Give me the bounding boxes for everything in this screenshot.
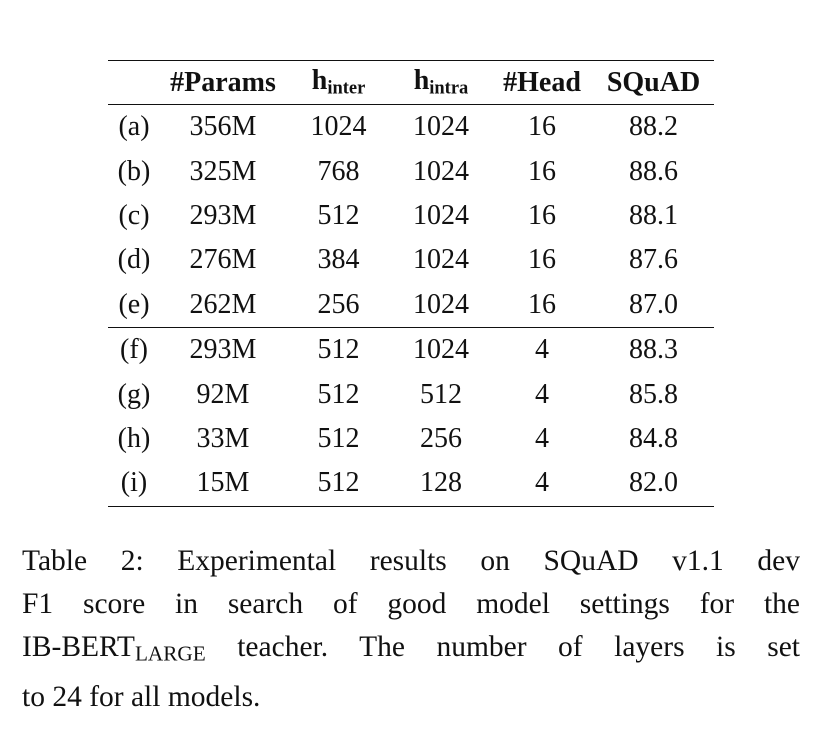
header-h-intra-base: h: [413, 65, 430, 97]
cell-inter: 768: [317, 155, 360, 187]
caption-line-3: [22, 626, 800, 676]
caption-line-3-rest: teacher. The number of layers is set: [205, 631, 800, 663]
cell-id: (c): [118, 199, 150, 231]
header-id: [108, 61, 160, 105]
cell-squad: 84.8: [629, 422, 678, 454]
cell-intra: 1024: [413, 155, 469, 187]
cell-inter: 512: [317, 378, 360, 410]
cell-intra: 512: [420, 378, 462, 410]
cell-params: 33M: [196, 422, 250, 454]
cell-id: (i): [108, 461, 160, 506]
cell-head: 16: [528, 111, 556, 143]
table-header: [108, 61, 714, 105]
cell-intra: 1024: [413, 199, 469, 231]
cell-squad: 88.1: [629, 199, 678, 231]
cell-id: (e): [118, 288, 150, 320]
cell-params: 92M: [196, 378, 250, 410]
cell-inter: 512: [317, 422, 360, 454]
cell-head: 16: [528, 244, 556, 276]
header-params: #Params: [160, 61, 286, 105]
header-row: [108, 61, 714, 105]
caption-line-1: Table 2: Experimental results on SQuAD v1.1 dev: [22, 545, 800, 577]
cell-squad: 87.0: [629, 288, 678, 320]
results-table-container: [108, 60, 714, 507]
cell-head: 4: [491, 461, 593, 506]
cell-inter: 512: [286, 461, 391, 506]
cell-squad: 88.6: [629, 155, 678, 187]
header-head: #Head: [491, 61, 593, 105]
cell-head: 16: [528, 155, 556, 187]
header-h-intra-sub: intra: [429, 78, 469, 99]
cell-squad: 88.2: [629, 111, 678, 143]
table-row: [108, 327, 714, 372]
header-h-intra: [391, 61, 491, 105]
table-row: [108, 238, 714, 282]
cell-intra: 128: [391, 461, 491, 506]
table-body: [108, 105, 714, 507]
cell-id: (d): [117, 244, 151, 276]
header-h-inter-base: h: [311, 65, 328, 97]
cell-intra: 256: [420, 422, 462, 454]
header-h-inter: [286, 61, 391, 105]
cell-params: 262M: [189, 288, 257, 320]
table-row: [108, 105, 714, 150]
cell-inter: 512: [286, 327, 391, 372]
cell-intra: 1024: [413, 288, 469, 320]
results-table: [108, 60, 714, 507]
cell-intra: 1024: [413, 244, 469, 276]
table-caption: [22, 540, 800, 719]
cell-id: (a): [118, 111, 150, 143]
caption-model-subscript: LARGE: [134, 641, 206, 666]
cell-squad: 87.6: [629, 244, 678, 276]
cell-params: 15M: [160, 461, 286, 506]
cell-params: 293M: [160, 327, 286, 372]
cell-head: 4: [491, 327, 593, 372]
header-squad: SQuAD: [593, 61, 714, 105]
caption-model-name: IB-BERT: [22, 631, 135, 663]
cell-params: 325M: [189, 155, 257, 187]
cell-head: 16: [528, 288, 556, 320]
cell-squad: 85.8: [629, 378, 678, 410]
table-row: [108, 461, 714, 506]
table-row: [108, 149, 714, 193]
cell-head: 4: [535, 378, 549, 410]
cell-inter: 256: [317, 288, 360, 320]
cell-squad: 88.3: [593, 327, 714, 372]
cell-id: (g): [117, 378, 151, 410]
cell-id: (h): [117, 422, 151, 454]
table-row: [108, 417, 714, 461]
caption-line-4: to 24 for all models.: [22, 680, 261, 713]
table-row: [108, 283, 714, 328]
table-row: [108, 194, 714, 238]
cell-squad: 82.0: [593, 461, 714, 506]
cell-intra: 1024: [413, 111, 469, 143]
cell-params: 356M: [189, 111, 257, 143]
cell-id: (b): [117, 155, 151, 187]
cell-params: 293M: [189, 199, 257, 231]
cell-params: 276M: [189, 244, 257, 276]
cell-inter: 512: [317, 199, 360, 231]
cell-inter: 1024: [310, 111, 367, 143]
cell-head: 4: [535, 422, 549, 454]
header-h-inter-sub: inter: [327, 78, 366, 99]
cell-inter: 384: [317, 244, 360, 276]
cell-intra: 1024: [391, 327, 491, 372]
caption-line-2: F1 score in search of good model settings for the: [22, 588, 800, 620]
cell-head: 16: [528, 199, 556, 231]
cell-id: (f): [108, 327, 160, 372]
table-row: [108, 372, 714, 416]
